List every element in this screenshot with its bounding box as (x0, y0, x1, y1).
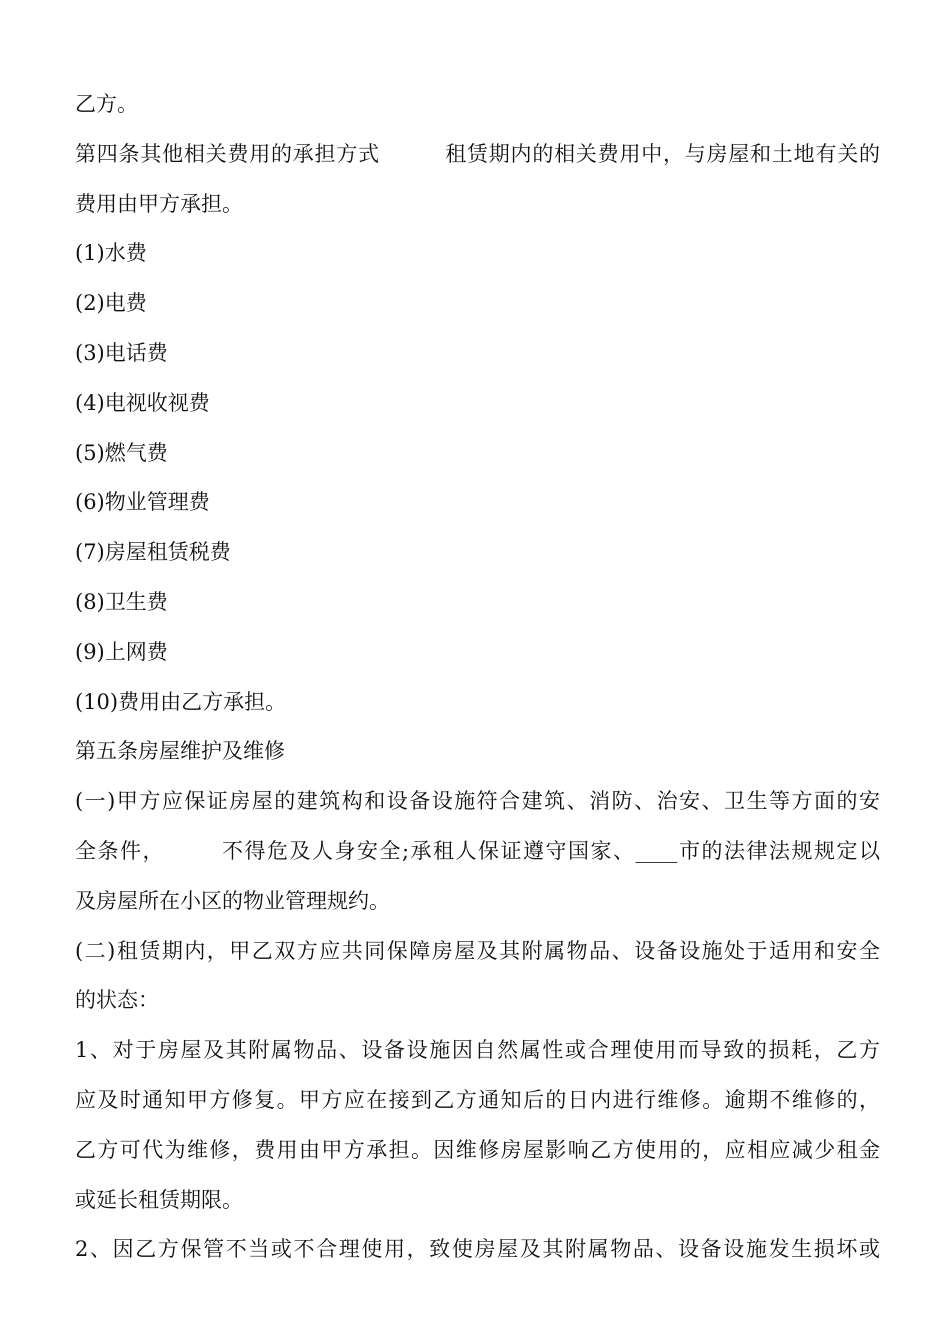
document-body (75, 80, 880, 1275)
list-item: (10)费用由乙方承担。 (75, 689, 287, 714)
text-line: 及房屋所在小区的物业管理规约。 (75, 888, 390, 913)
list-item: (8)卫生费 (75, 589, 168, 614)
text-line: 或延长租赁期限。 (75, 1187, 243, 1212)
text-line: (二)租赁期内，甲乙双方应共同保障房屋及其附属物品、设备设施处于适用和安全 (75, 938, 880, 963)
list-item: (3)电话费 (75, 340, 168, 365)
text-line: 乙方可代为维修，费用由甲方承担。因维修房屋影响乙方使用的，应相应减少租金 (75, 1137, 880, 1162)
list-item: (9)上网费 (75, 639, 168, 664)
text-line: 第四条其他相关费用的承担方式 租赁期内的相关费用中，与房屋和土地有关的 (75, 141, 880, 166)
text-line: 的状态： (75, 988, 159, 1013)
text-line: (一)甲方应保证房屋的建筑构和设备设施符合建筑、消防、治安、卫生等方面的安 (75, 789, 880, 814)
list-item: (1)水费 (75, 241, 147, 266)
list-item: (7)房屋租赁税费 (75, 540, 231, 565)
list-item: (2)电费 (75, 291, 147, 316)
text-line: 2、因乙方保管不当或不合理使用，致使房屋及其附属物品、设备设施发生损坏或 (75, 1237, 880, 1262)
list-item: (6)物业管理费 (75, 490, 210, 515)
text-line: 费用由甲方承担。 (75, 191, 243, 216)
text-line: 1、对于房屋及其附属物品、设备设施因自然属性或合理使用而导致的损耗，乙方 (75, 1038, 880, 1063)
text-line: 全条件， 不得危及人身安全;承租人保证遵守国家、____市的法律法规规定以 (75, 838, 880, 863)
list-item: (4)电视收视费 (75, 390, 210, 415)
text-line: 应及时通知甲方修复。甲方应在接到乙方通知后的日内进行维修。逾期不维修的， (75, 1087, 880, 1112)
text-line: 乙方。 (75, 92, 138, 116)
section-heading: 第五条房屋维护及维修 (75, 739, 285, 764)
list-item: (5)燃气费 (75, 440, 168, 465)
